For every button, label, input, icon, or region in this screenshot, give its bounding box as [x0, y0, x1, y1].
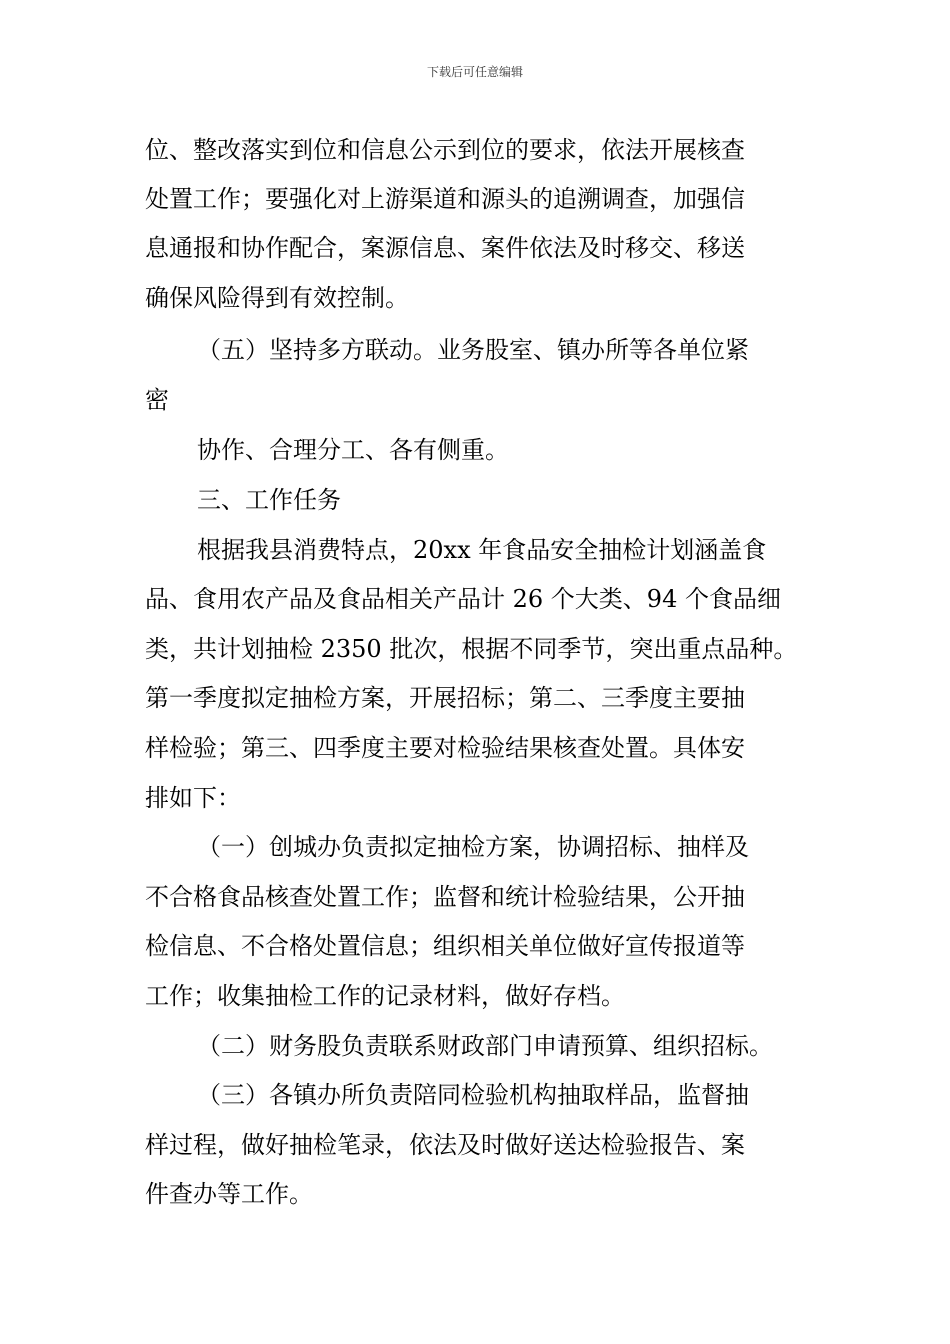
text-line: 息通报和协作配合，案源信息、案件依法及时移交、移送 — [145, 234, 745, 262]
text-line: 第一季度拟定抽检方案，开展招标；第二、三季度主要抽 — [145, 684, 745, 712]
text-line: （一）创城办负责拟定抽检方案，协调招标、抽样及 — [197, 833, 749, 861]
text-line: 确保风险得到有效控制。 — [145, 284, 409, 312]
text-line: 样检验；第三、四季度主要对检验结果核查处置。具体安 — [145, 734, 745, 762]
text-line: 位、整改落实到位和信息公示到位的要求，依法开展核查 — [145, 136, 745, 164]
text-line: 件查办等工作。 — [145, 1180, 313, 1208]
section-heading: 三、工作任务 — [197, 486, 341, 514]
text-line: （三）各镇办所负责陪同检验机构抽取样品，监督抽 — [197, 1081, 749, 1109]
text-line: 排如下： — [145, 784, 241, 812]
text-line: 处置工作；要强化对上游渠道和源头的追溯调查，加强信 — [145, 185, 745, 213]
text-line: 品、食用农产品及食品相关产品计 26 个大类、94 个食品细 — [145, 585, 781, 613]
text-line: 样过程，做好抽检笔录，依法及时做好送达检验报告、案 — [145, 1131, 745, 1159]
text-line: 密 — [145, 386, 169, 414]
page-header-note: 下载后可任意编辑 — [426, 65, 523, 79]
text-line: 检信息、不合格处置信息；组织相关单位做好宣传报道等 — [145, 932, 745, 960]
section-heading-line: （五）坚持多方联动。业务股室、镇办所等各单位紧 — [197, 336, 749, 364]
text-line: 不合格食品核查处置工作；监督和统计检验结果，公开抽 — [145, 883, 745, 911]
text-line: （二）财务股负责联系财政部门申请预算、组织招标。 — [197, 1032, 773, 1060]
text-line: 工作；收集抽检工作的记录材料，做好存档。 — [145, 982, 625, 1010]
text-line: 根据我县消费特点，20xx 年食品安全抽检计划涵盖食 — [197, 536, 767, 564]
text-line: 类，共计划抽检 2350 批次，根据不同季节，突出重点品种。 — [145, 635, 798, 663]
text-line: 协作、合理分工、各有侧重。 — [197, 436, 509, 464]
